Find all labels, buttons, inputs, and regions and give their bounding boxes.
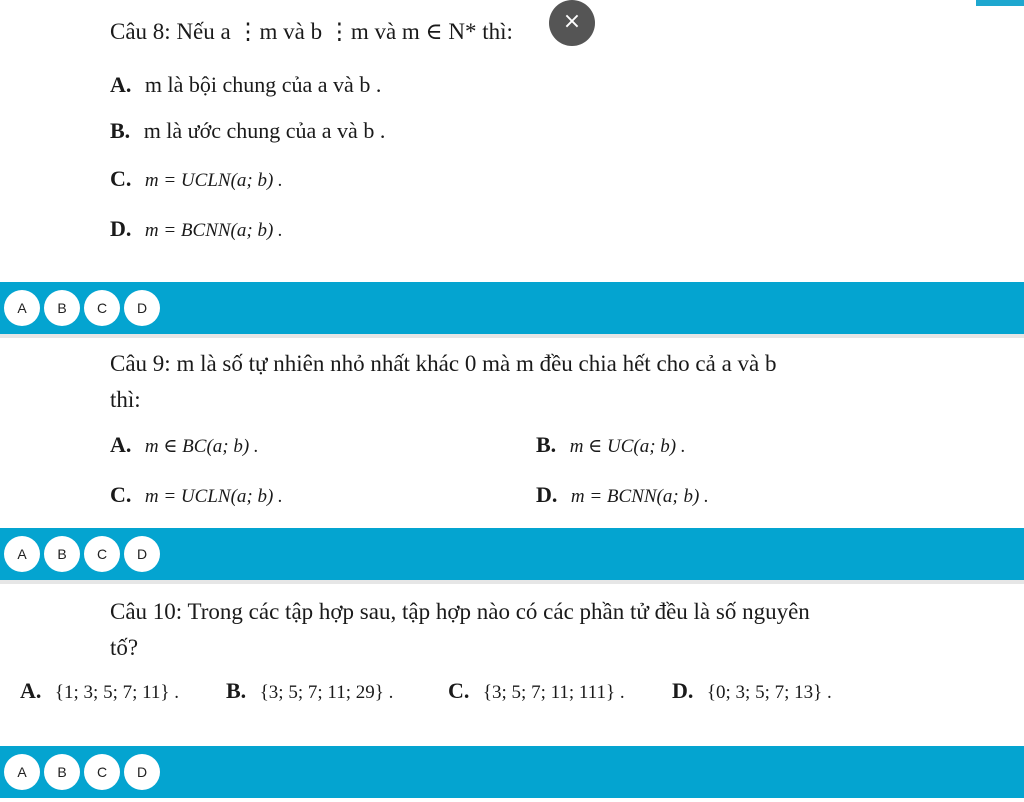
q8-option-c (110, 166, 283, 192)
q9-stem-line2: thì: (110, 387, 141, 412)
q8-stem: Câu 8: Nếu a ⋮m và b ⋮m và m ∈ N* thì: (110, 19, 513, 44)
answer-bar-q9 (0, 528, 1024, 580)
option-text: m = UCLN(a; b) . (144, 170, 283, 191)
answer-d-button[interactable]: D (124, 754, 160, 790)
divider (0, 334, 1024, 338)
answer-a-button[interactable]: A (4, 754, 40, 790)
answer-c-button[interactable]: C (84, 754, 120, 790)
q8-option-b (110, 118, 385, 144)
q10-stem-line2: tố? (110, 635, 139, 660)
option-text: m ∈ UC(a; b) . (569, 436, 686, 457)
option-letter: A. (20, 678, 42, 703)
option-letter: C. (110, 166, 132, 191)
option-letter: A. (110, 432, 132, 457)
option-letter: A. (110, 72, 132, 97)
option-letter: C. (110, 482, 132, 507)
option-letter: B. (226, 678, 247, 703)
answer-bar-q8 (0, 282, 1024, 334)
answer-d-button[interactable]: D (124, 290, 160, 326)
option-text: m là bội chung của a và b . (144, 72, 382, 97)
option-text: m = UCLN(a; b) . (144, 486, 283, 507)
option-text: m ∈ BC(a; b) . (144, 436, 259, 457)
q10-option-a (20, 678, 179, 704)
option-text: m là ước chung của a và b . (143, 118, 386, 143)
option-letter: B. (536, 432, 557, 457)
answer-a-button[interactable]: A (4, 290, 40, 326)
answer-c-button[interactable]: C (84, 536, 120, 572)
answer-a-button[interactable]: A (4, 536, 40, 572)
q10-option-c (448, 678, 625, 704)
option-text: {0; 3; 5; 7; 13} . (706, 682, 832, 703)
q9-option-c (110, 482, 283, 508)
option-letter: D. (672, 678, 694, 703)
top-accent-line (976, 0, 1024, 6)
option-letter: C. (448, 678, 470, 703)
answer-b-button[interactable]: B (44, 754, 80, 790)
option-letter: B. (110, 118, 131, 143)
answer-bar-q10 (0, 746, 1024, 798)
option-text: {3; 5; 7; 11; 111} . (482, 682, 625, 703)
q8-option-d (110, 216, 283, 242)
option-text: {1; 3; 5; 7; 11} . (54, 682, 180, 703)
q9-option-d (536, 482, 709, 508)
q9-option-b (536, 432, 686, 458)
answer-b-button[interactable]: B (44, 290, 80, 326)
option-text: m = BCNN(a; b) . (144, 220, 283, 241)
divider (0, 580, 1024, 584)
option-letter: D. (110, 216, 132, 241)
q10-stem-line1: Câu 10: Trong các tập hợp sau, tập hợp nào có các phần tử đều là số nguyên (110, 599, 810, 624)
option-text: m = BCNN(a; b) . (570, 486, 709, 507)
answer-d-button[interactable]: D (124, 536, 160, 572)
close-button[interactable]: × (549, 0, 595, 46)
q9-stem-line1: Câu 9: m là số tự nhiên nhỏ nhất khác 0 mà m đều chia hết cho cả a và b (110, 351, 777, 376)
q10-option-b (226, 678, 393, 704)
option-letter: D. (536, 482, 558, 507)
q10-option-d (672, 678, 832, 704)
answer-c-button[interactable]: C (84, 290, 120, 326)
q8-option-a (110, 72, 381, 98)
option-text: {3; 5; 7; 11; 29} . (259, 682, 394, 703)
q9-option-a (110, 432, 259, 458)
answer-b-button[interactable]: B (44, 536, 80, 572)
